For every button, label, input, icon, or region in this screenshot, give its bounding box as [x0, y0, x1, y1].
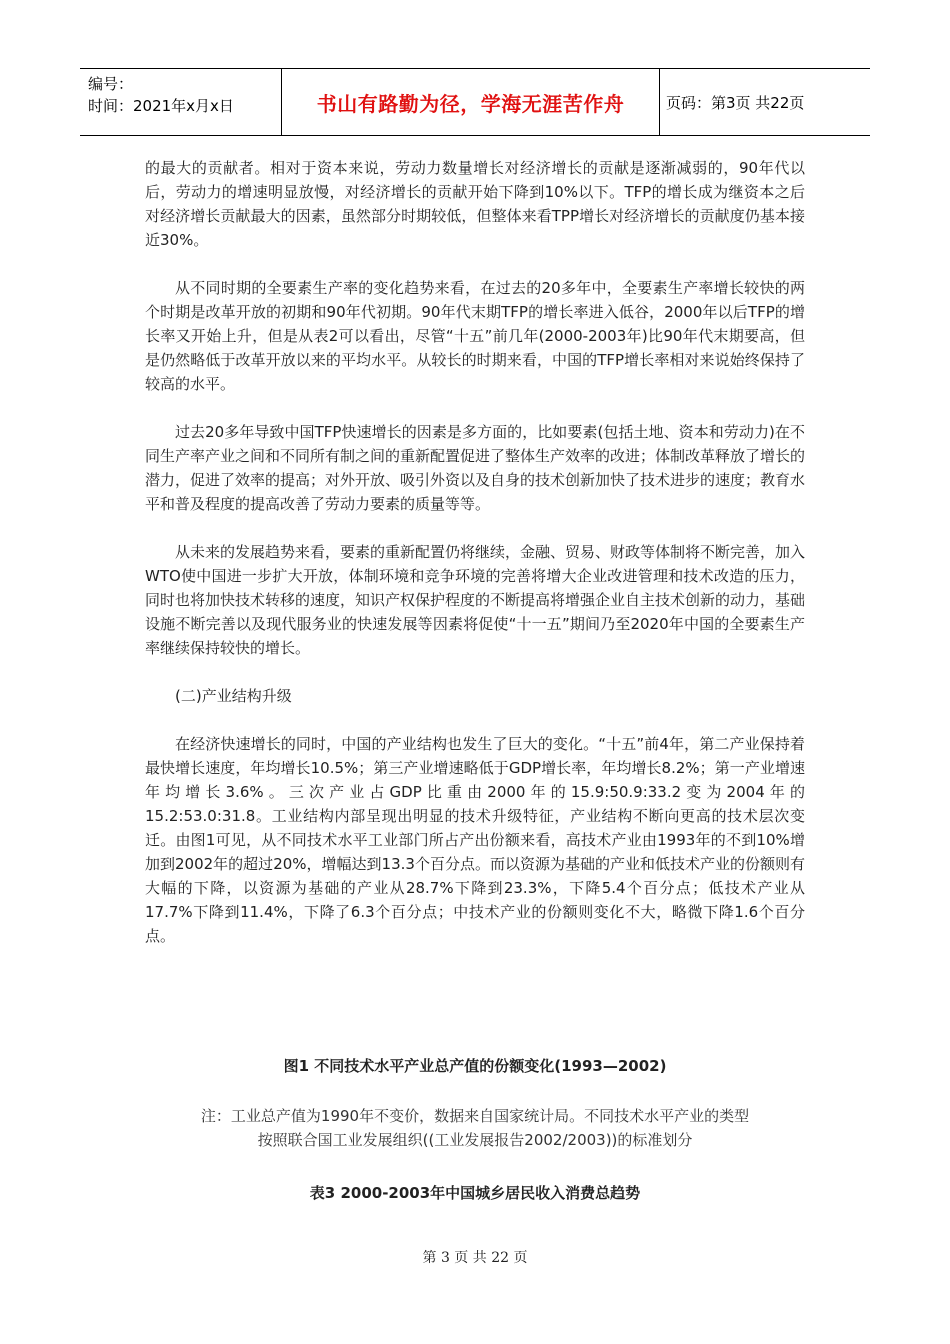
figure-title: 图1 不同技术水平产业总产值的份额变化(1993—2002) — [283, 1057, 667, 1075]
paragraph-5: 在经济快速增长的同时，中国的产业结构也发生了巨大的变化。“十五”前4年，第二产业保持着最快增长速度，年均增长10.5%；第三产业增速略低于GDP增长率，年均增长8.2%；第一产业增速年均增长3.6%。三次产业占GDP比重由2000年的15.9:50.9:33.2变为2004年的15.2:53.0:31.8。工业结构内部呈现出明显的技术升级特征，产业结构不断向更高的技术层次变迁。由图1可见，从不同技术水平工业部门所占产出份额来看，高技术产业由1993年的不到10%增加到2002年的超过20%，增幅达到13.3个百分点。而以资源为基础的产业和低技术产业的份额则有大幅的下降，以资源为基础的产业从28.7%下降到23.3%，下降5.4个百分点；低技术产业从17.7%下降到11.4%，下降了6.3个百分点；中技术产业的份额则变化不大，略微下降1.6个百分点。 — [145, 735, 805, 945]
document-body — [145, 156, 805, 972]
page-footer: 第 3 页 共 22 页 — [422, 1250, 528, 1266]
paragraph-2: 从不同时期的全要素生产率的变化趋势来看，在过去的20多年中，全要素生产率增长较快的两个时期是改革开放的初期和90年代初期。90年代末期TFP的增长率进入低谷，2000年以后TFP的增长率又开始上升，但是从表2可以看出，尽管“十五”前几年(2000-2003年)比90年代末期要高，但是仍然略低于改革开放以来的平均水平。从较长的时期来看，中国的TFP增长率相对来说始终保持了较高的水平。 — [145, 279, 805, 393]
time-label: 时间：2021年x月x日 — [88, 97, 234, 115]
section-heading: (二)产业结构升级 — [175, 687, 292, 705]
paragraph-1: 的最大的贡献者。相对于资本来说，劳动力数量增长对经济增长的贡献是逐渐减弱的，90年代以后，劳动力的增速明显放慢，对经济增长的贡献开始下降到10%以下。TFP的增长成为继资本之后对经济增长贡献最大的因素，虽然部分时期较低，但整体来看TPP增长对经济增长的贡献度仍基本接近30%。 — [145, 159, 805, 249]
figure-note — [145, 1104, 805, 1152]
figure-note-line-1: 注：工业总产值为1990年不变价，数据来自国家统计局。不同技术水平产业的类型 — [200, 1107, 750, 1125]
paragraph-3: 过去20多年导致中国TFP快速增长的因素是多方面的，比如要素(包括土地、资本和劳动力)在不同生产率产业之间和不同所有制之间的重新配置促进了整体生产效率的改进；体制改革释放了增长的潜力，促进了效率的提高；对外开放、吸引外资以及自身的技术创新加快了技术进步的速度；教育水平和普及程度的提高改善了劳动力要素的质量等等。 — [145, 423, 806, 513]
header-meta — [80, 69, 282, 135]
page-header — [80, 68, 870, 136]
header-page-info: 页码：第3页 共22页 — [666, 93, 805, 112]
table-title: 表3 2000-2003年中国城乡居民收入消费总趋势 — [309, 1184, 641, 1202]
number-label: 编号： — [88, 75, 134, 93]
header-motto: 书山有路勤为径，学海无涯苦作舟 — [282, 69, 660, 135]
paragraph-4: 从未来的发展趋势来看，要素的重新配置仍将继续，金融、贸易、财政等体制将不断完善，加入WTO使中国进一步扩大开放，体制环境和竞争环境的完善将增大企业改进管理和技术改造的压力，同时也将加快技术转移的速度，知识产权保护程度的不断提高将增强企业自主技术创新的动力，基础设施不断完善以及现代服务业的快速发展等因素将促使“十一五”期间乃至2020年中国的全要素生产率继续保持较快的增长。 — [145, 543, 806, 657]
figure-note-line-2: 按照联合国工业发展组织((工业发展报告2002/2003))的标准划分 — [257, 1131, 693, 1149]
